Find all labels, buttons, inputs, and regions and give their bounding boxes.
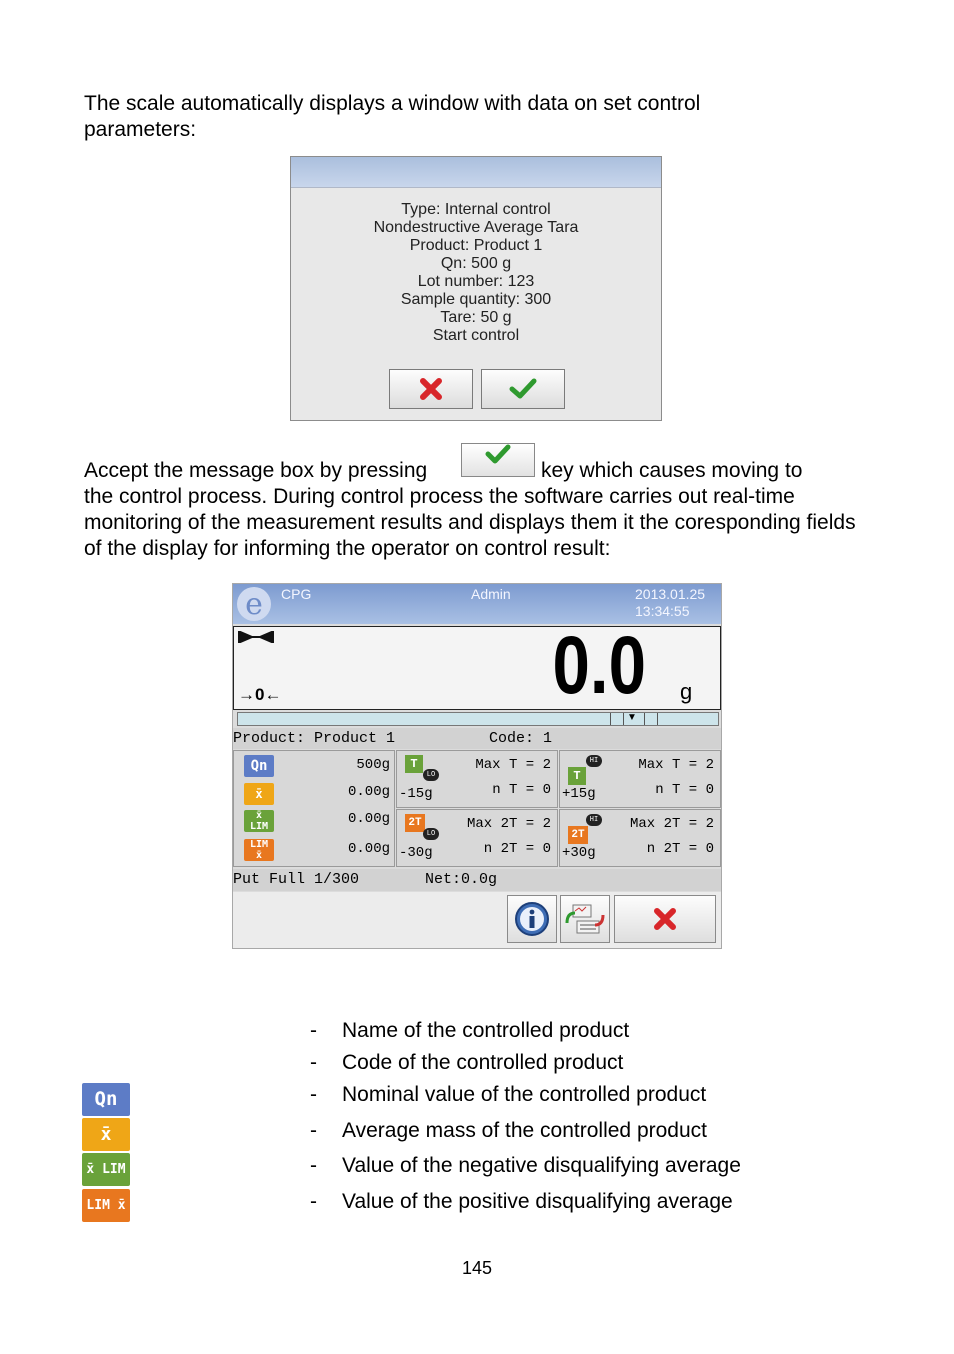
- 2t-lo-count: n 2T = 0: [483, 841, 551, 857]
- header-date: 2013.01.25: [635, 586, 706, 602]
- scale-screen: [232, 583, 722, 949]
- qn-icon: Qn: [244, 755, 274, 777]
- screen-header: [233, 584, 721, 624]
- dialog-parameter-lines: [291, 201, 661, 345]
- legend-average-icon: x̄: [82, 1118, 130, 1151]
- qn-value: 500g: [356, 757, 390, 773]
- dialog-line: Start control: [432, 327, 520, 344]
- legend-text: Name of the controlled product: [342, 1019, 630, 1042]
- weight-value: 0.0: [552, 620, 646, 711]
- 2t-positive-cell: [559, 809, 721, 867]
- t-lo-count: n T = 0: [492, 782, 551, 798]
- t-lo-threshold: -15g: [399, 786, 433, 802]
- inline-ok-key-image: [461, 443, 535, 477]
- app-name: CPG: [281, 586, 312, 602]
- page-number: 145: [461, 1258, 493, 1278]
- status-message: Put Full 1/300: [233, 871, 360, 888]
- product-name-label: Product: Product 1: [233, 730, 396, 747]
- 2t-hi-threshold: +30g: [562, 845, 596, 861]
- accept-text-start: Accept the message box by pressing: [84, 459, 428, 482]
- control-parameters-dialog: [290, 156, 662, 421]
- t-lo-max: Max T = 2: [475, 757, 551, 773]
- dialog-ok-button[interactable]: [481, 369, 565, 409]
- legend-qn-icon: Qn: [82, 1083, 130, 1116]
- stability-marker-icon: [238, 631, 274, 643]
- t-hi-count: n T = 0: [655, 782, 714, 798]
- legend-text: Value of the negative disqualifying average: [342, 1154, 741, 1177]
- negative-limit-average-icon: x̄ LIM: [244, 810, 274, 832]
- bargraph-pointer-icon: ▼: [627, 712, 637, 723]
- weight-display: [233, 620, 721, 711]
- average-icon: x̄: [244, 783, 274, 805]
- accept-text-after-key: key which causes moving to: [541, 459, 803, 482]
- dialog-line: Lot number: 123: [417, 273, 535, 290]
- net-weight: Net:0.0g: [425, 871, 498, 888]
- legend-dash: -: [310, 1154, 317, 1177]
- legend-text: Code of the controlled product: [342, 1051, 624, 1074]
- checkweighing-bargraph: [237, 712, 719, 726]
- legend-positive-limit-icon: LIM x̄: [82, 1189, 130, 1222]
- t-lo-icon: T LO: [405, 755, 439, 781]
- 2t-hi-icon: 2T HI: [568, 814, 602, 844]
- legend-text: Nominal value of the controlled product: [342, 1083, 707, 1106]
- legend-dash: -: [310, 1051, 317, 1074]
- legend-dash: -: [310, 1083, 317, 1106]
- green-check-icon: [509, 377, 537, 401]
- product-info-row: [233, 728, 721, 749]
- legend-text: Value of the positive disqualifying average: [342, 1190, 733, 1213]
- intro-paragraph: The scale automatically displays a window with data on set control parameters:: [84, 92, 701, 141]
- legend-negative-limit-icon: x̄ LIM: [82, 1153, 130, 1186]
- radwag-logo-icon: e: [237, 587, 271, 621]
- bargraph-segment: [644, 713, 658, 725]
- user-name: Admin: [471, 586, 511, 602]
- red-x-icon: [418, 376, 444, 402]
- legend-dash: -: [310, 1119, 317, 1142]
- dialog-line: Sample quantity: 300: [400, 291, 552, 308]
- t-hi-max: Max T = 2: [638, 757, 714, 773]
- positive-limit-average-value: 0.00g: [347, 841, 390, 857]
- dialog-cancel-button[interactable]: [389, 369, 473, 409]
- t-positive-cell: [559, 750, 721, 808]
- legend-dash: -: [310, 1019, 317, 1042]
- t-hi-icon: T HI: [568, 755, 602, 785]
- status-row: [233, 869, 721, 891]
- info-button[interactable]: [507, 895, 557, 943]
- t-negative-cell: [396, 750, 558, 808]
- accept-text-rest: the control process. During control process the software carries out real-time monitoring of the measurement results and displays them it the coresponding fields of the display for informing the operator on control result:: [84, 485, 856, 560]
- 2t-lo-threshold: -30g: [399, 845, 433, 861]
- red-x-icon: [652, 906, 678, 932]
- dialog-line: Type: Internal control: [401, 201, 551, 218]
- exit-button[interactable]: [614, 895, 716, 943]
- dialog-line: Nondestructive Average Tara: [373, 219, 579, 236]
- 2t-lo-icon: 2T LO: [405, 814, 439, 840]
- dialog-line: Tare: 50 g: [440, 309, 512, 326]
- report-exchange-icon: [563, 901, 607, 937]
- bargraph-segment: [610, 713, 624, 725]
- header-time: 13:34:55: [635, 603, 690, 619]
- zero-indicator: →0←: [238, 685, 282, 704]
- 2t-negative-cell: [396, 809, 558, 867]
- info-icon: [514, 901, 550, 937]
- dialog-line: Qn: 500 g: [440, 255, 512, 272]
- legend-dash: -: [310, 1190, 317, 1213]
- dialog-title-bar: [291, 157, 661, 188]
- legend-text: Average mass of the controlled product: [342, 1119, 707, 1142]
- weight-unit: g: [680, 679, 693, 704]
- 2t-lo-max: Max 2T = 2: [466, 816, 551, 832]
- positive-limit-average-icon: LIM x̄: [244, 839, 274, 861]
- report-button[interactable]: [560, 895, 610, 943]
- negative-limit-average-value: 0.00g: [347, 811, 390, 827]
- t-hi-threshold: +15g: [562, 786, 596, 802]
- average-value: 0.00g: [347, 784, 390, 800]
- statistics-panel: [233, 750, 395, 867]
- 2t-hi-max: Max 2T = 2: [629, 816, 714, 832]
- green-check-icon: [485, 444, 511, 466]
- product-code-label: Code: 1: [489, 730, 553, 747]
- dialog-line: Product: Product 1: [409, 237, 543, 254]
- 2t-hi-count: n 2T = 0: [646, 841, 714, 857]
